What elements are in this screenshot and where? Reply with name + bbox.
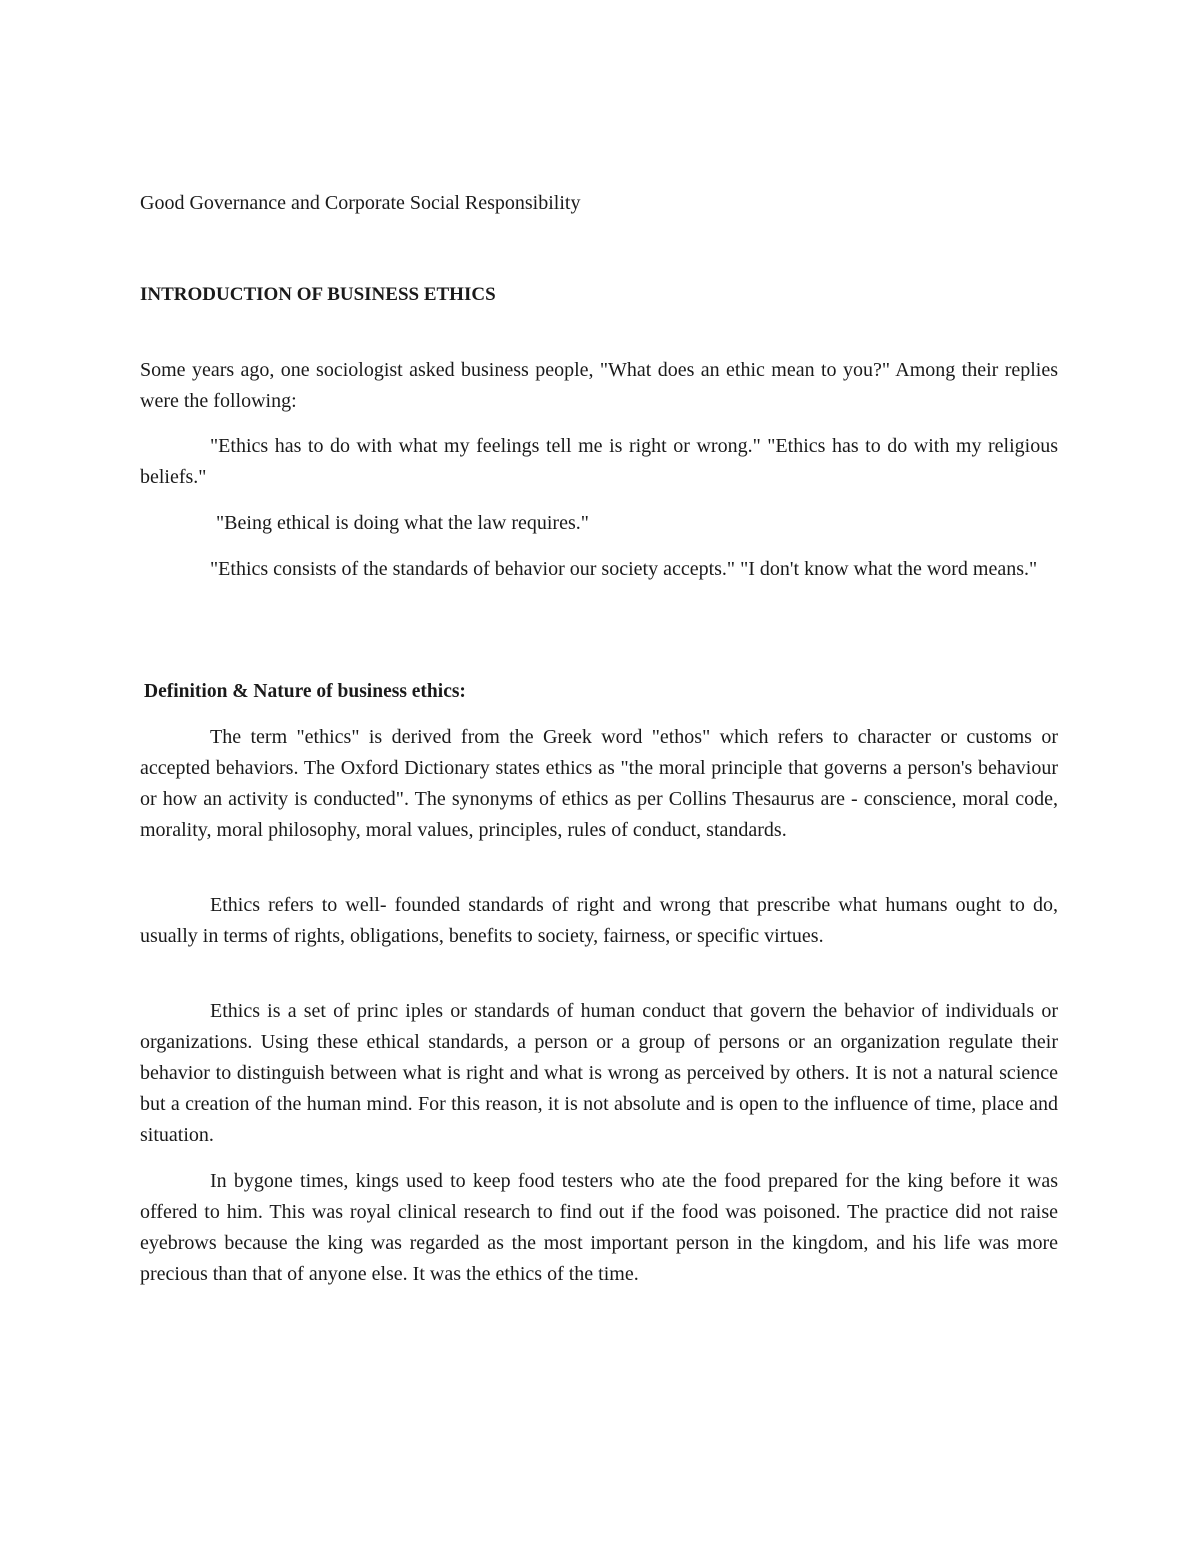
definition-paragraph: Ethics refers to well- founded standards of right and wrong that prescribe what humans ought to do, usually in terms of rights, obligations, benefits to society, fairness, or specific virtues. (140, 894, 1058, 947)
quote-paragraph: "Being ethical is doing what the law requires." (216, 512, 589, 534)
definition-heading: Definition & Nature of business ethics: (144, 681, 466, 702)
definition-paragraph: In bygone times, kings used to keep food testers who ate the food prepared for the king before it was offered to him. This was royal clinical research to find out if the food was poisoned. The practice did not raise eyebrows because the king was regarded as the most important person in the kingdom, and his life was more precious than that of anyone else. It was the ethics of the time. (140, 1170, 1058, 1285)
section-heading: INTRODUCTION OF BUSINESS ETHICS (140, 284, 496, 305)
intro-paragraph: Some years ago, one sociologist asked business people, "What does an ethic mean to you?" Among their replies were the following: (140, 359, 1058, 412)
document-title: Good Governance and Corporate Social Responsibility (140, 192, 581, 214)
definition-paragraph: Ethics is a set of princ iples or standards of human conduct that govern the behavior of individuals or organizations. Using these ethical standards, a person or a group of persons or an organization regulate their behavior to distinguish between what is right and what is wrong as perceived by others. It is not a natural science but a creation of the human mind. For this reason, it is not absolute and is open to the influence of time, place and situation. (140, 1000, 1058, 1146)
quote-paragraph: "Ethics has to do with what my feelings tell me is right or wrong." "Ethics has to do with my religious beliefs." (140, 435, 1058, 488)
definition-paragraph: The term "ethics" is derived from the Greek word "ethos" which refers to character or customs or accepted behaviors. The Oxford Dictionary states ethics as "the moral principle that governs a person's behaviour or how an activity is conducted". The synonyms of ethics as per Collins Thesaurus are - conscience, moral code, morality, moral philosophy, moral values, principles, rules of conduct, standards. (140, 726, 1058, 841)
quote-paragraph: "Ethics consists of the standards of behavior our society accepts." "I don't know what the word means." (210, 558, 1038, 580)
